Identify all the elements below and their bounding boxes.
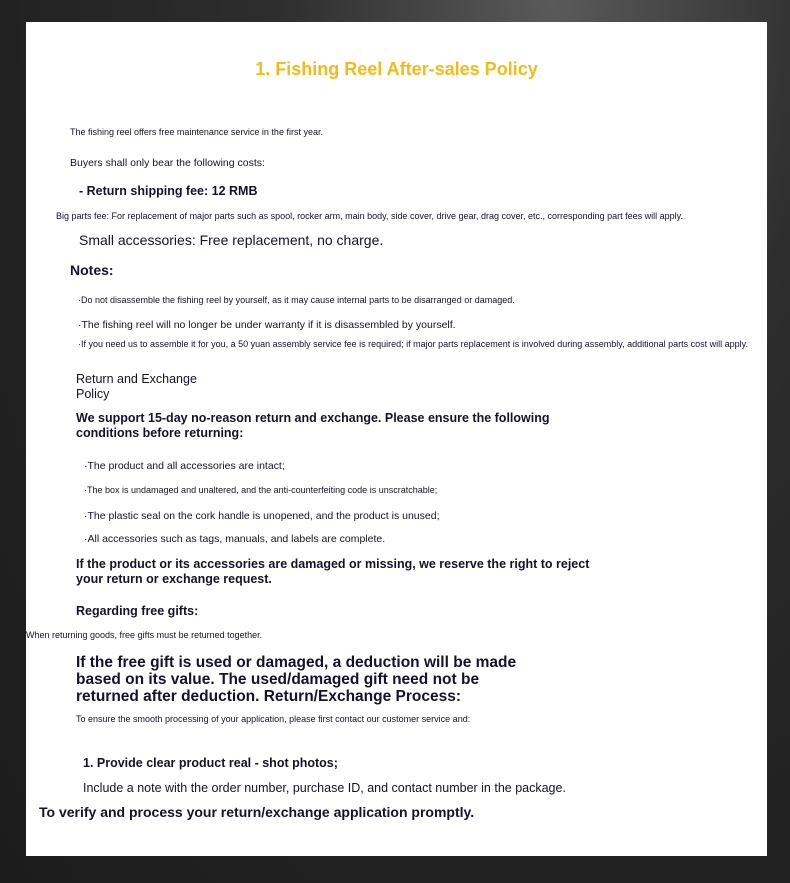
note-item: ·The fishing reel will no longer be under warranty if it is disassembled by yourself.	[78, 319, 456, 331]
return-policy-heading: Return and Exchange Policy	[76, 372, 197, 401]
free-gifts-note: When returning goods, free gifts must be returned together.	[26, 630, 263, 640]
condition-item: ·The box is undamaged and unaltered, and the anti-counterfeiting code is unscratchable;	[84, 485, 438, 495]
note-item: ·If you need us to assemble it for you, a 50 yuan assembly service fee is required; if major parts replacement is involved during assembly, additional parts cost will apply.	[78, 339, 748, 349]
policy-sheet	[26, 22, 767, 856]
reject-notice: If the product or its accessories are damaged or missing, we reserve the right to reject your return or exchange request.	[76, 557, 590, 586]
buyer-costs-intro: Buyers shall only bear the following costs:	[70, 157, 265, 169]
notes-heading: Notes:	[70, 262, 114, 278]
return-shipping-fee: - Return shipping fee: 12 RMB	[79, 184, 258, 198]
small-accessories: Small accessories: Free replacement, no charge.	[79, 232, 384, 248]
process-step-1: 1. Provide clear product real - shot photos;	[83, 756, 338, 770]
note-item: ·Do not disassemble the fishing reel by yourself, as it may cause internal parts to be disarranged or damaged.	[78, 295, 515, 305]
return-support-statement: We support 15-day no-reason return and exchange. Please ensure the following conditions before returning:	[76, 411, 550, 440]
condition-item: ·All accessories such as tags, manuals, and labels are complete.	[84, 533, 386, 545]
page-title: 1. Fishing Reel After-sales Policy	[255, 59, 538, 79]
free-gifts-heading: Regarding free gifts:	[76, 604, 199, 618]
contact-note: To ensure the smooth processing of your application, please first contact our customer service and:	[76, 714, 471, 724]
closing-statement: To verify and process your return/exchange application promptly.	[39, 804, 475, 820]
big-parts-fee: Big parts fee: For replacement of major parts such as spool, rocker arm, main body, side cover, drive gear, drag cover, etc., corresponding part fees will apply.	[56, 211, 683, 221]
condition-item: ·The product and all accessories are intact;	[84, 460, 285, 472]
maintenance-note: The fishing reel offers free maintenance service in the first year.	[70, 127, 323, 137]
gift-deduction-statement: If the free gift is used or damaged, a deduction will be made based on its value. The used/damaged gift need not be returned after deduction. Return/Exchange Process:	[76, 654, 517, 706]
package-note: Include a note with the order number, purchase ID, and contact number in the package.	[83, 781, 566, 795]
condition-item: ·The plastic seal on the cork handle is unopened, and the product is unused;	[84, 510, 440, 522]
